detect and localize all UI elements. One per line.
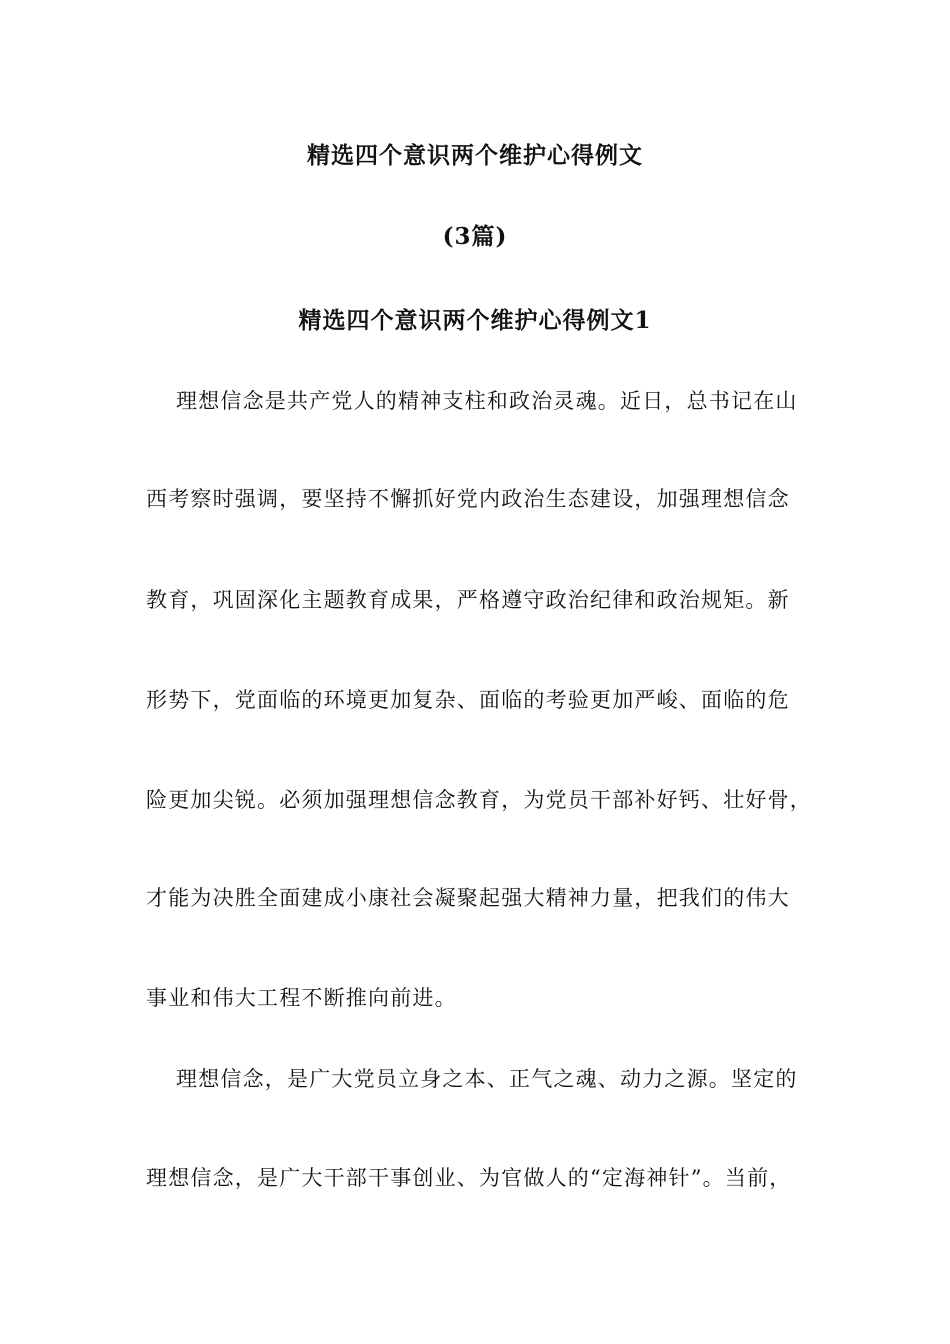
paragraph-line: 形势下，党面临的环境更加复杂、面临的考验更加严峻、面临的危 bbox=[146, 688, 790, 712]
paragraph-line: 事业和伟大工程不断推向前进。 bbox=[146, 986, 457, 1010]
paragraph-line: 理想信念，是广大党员立身之本、正气之魂、动力之源。坚定的 bbox=[176, 1067, 798, 1091]
document-subtitle: (3篇) bbox=[442, 223, 508, 250]
paragraph-line: 险更加尖锐。必须加强理想信念教育，为党员干部补好钙、壮好骨， bbox=[146, 788, 812, 812]
paragraph-line: 西考察时强调，要坚持不懈抓好党内政治生态建设，加强理想信念 bbox=[146, 487, 790, 511]
document-title: 精选四个意识两个维护心得例文 bbox=[307, 142, 643, 169]
paragraph-line: 教育，巩固深化主题教育成果，严格遵守政治纪律和政治规矩。新 bbox=[146, 588, 790, 612]
paragraph-line: 才能为决胜全面建成小康社会凝聚起强大精神力量，把我们的伟大 bbox=[146, 886, 790, 910]
section-title: 精选四个意识两个维护心得例文1 bbox=[298, 307, 652, 334]
paragraph-line: 理想信念，是广大干部干事创业、为官做人的“定海神针”。当前， bbox=[146, 1166, 792, 1190]
paragraph-line: 理想信念是共产党人的精神支柱和政治灵魂。近日，总书记在山 bbox=[176, 389, 798, 413]
